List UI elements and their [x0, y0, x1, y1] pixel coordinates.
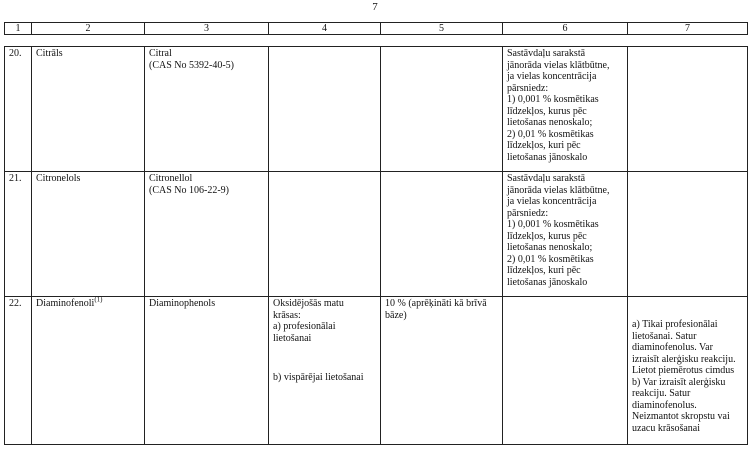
substance-name-lv: Diaminofenoli$^{(1)}$	[32, 297, 145, 445]
product-type	[269, 297, 381, 445]
other-restrictions: Sastāvdaļu sarakstā jānorāda vielas klātbūtne, ja vielas koncentrācija pārsniedz: 1) 0,001 % kosmētikas līdzekļos, kurus pēc lietošanas nenoskalo; 2) 0,01 % kosmētikas līdzekļos, kuri pēc lietošanas jānoskalo	[503, 172, 628, 297]
column-number: 3	[145, 23, 269, 35]
other-restrictions: Sastāvdaļu sarakstā jānorāda vielas klātbūtne, ja vielas koncentrācija pārsniedz: 1) 0,001 % kosmētikas līdzekļos, kurus pēc lietošanas nenoskalo; 2) 0,01 % kosmētikas līdzekļos, kuri pēc lietošanas jānoskalo	[503, 47, 628, 172]
column-number-header	[4, 22, 748, 35]
substance-name-inci: Citronellol (CAS No 106-22-9)	[145, 172, 269, 297]
warnings: a) Tikai profesionālai lietošanai. Satur diaminofenolus. Var izraisīt alerģisku reakciju. Lietot piemērotus cimdus b) Var izraisīt alerģisku reakciju. Satur diaminofenolus. Neizmantot skropstu vai uzacu krāsošanai	[628, 297, 748, 445]
table-row	[5, 297, 748, 445]
column-number: 2	[32, 23, 145, 35]
row-number: 22.	[5, 297, 32, 445]
product-type-b: b) vispārējai lietošanai	[273, 372, 364, 383]
row-number: 20.	[5, 47, 32, 172]
column-number: 7	[628, 23, 748, 35]
product-type-a: Oksidējošās matu krāsas: a) profesionālai lietošanai	[273, 298, 344, 344]
column-number: 1	[5, 23, 32, 35]
product-type	[269, 47, 381, 172]
substance-name-lv: Citrāls	[32, 47, 145, 172]
table-row	[5, 172, 748, 297]
footnote-marker: (1)	[94, 295, 103, 304]
warnings	[628, 172, 748, 297]
column-number: 6	[503, 23, 628, 35]
substance-name-lv: Citronelols	[32, 172, 145, 297]
product-type	[269, 172, 381, 297]
other-restrictions	[503, 297, 628, 445]
substance-name-inci: Citral (CAS No 5392-40-5)	[145, 47, 269, 172]
column-number: 5	[381, 23, 503, 35]
max-concentration	[381, 172, 503, 297]
max-concentration: 10 % (aprēķināti kā brīvā bāze)	[381, 297, 503, 445]
max-concentration	[381, 47, 503, 172]
warnings	[628, 47, 748, 172]
substance-name-inci: Diaminophenols	[145, 297, 269, 445]
row-number: 21.	[5, 172, 32, 297]
table-row	[5, 47, 748, 172]
substances-table	[4, 46, 748, 445]
column-number: 4	[269, 23, 381, 35]
page-number: 7	[372, 1, 378, 13]
